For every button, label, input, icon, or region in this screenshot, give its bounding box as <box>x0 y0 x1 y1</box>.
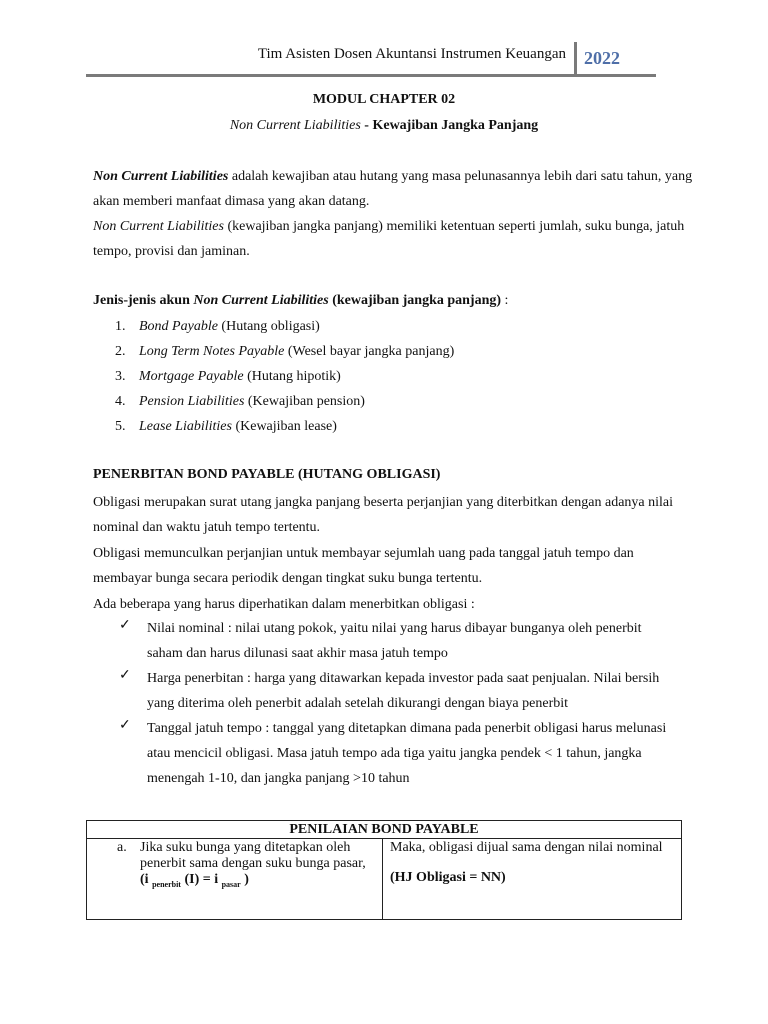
document-title: MODUL CHAPTER 02 <box>312 92 456 107</box>
list-item-term: Long Term Notes Payable <box>139 344 285 359</box>
list-item-term: Lease Liabilities <box>139 419 232 434</box>
header-year: 2022 <box>584 48 620 68</box>
list-item-desc: (Kewajiban lease) <box>231 419 337 434</box>
subtitle-rest: - Kewajiban Jangka Panjang <box>360 118 539 133</box>
checklist-item: Nilai nominal : nilai utang pokok, yaitu nilai yang harus dibayar bunganya oleh penerbit saham dan harus dilunasi saat akhir masa jatuh tempo <box>147 621 642 661</box>
intro-text-1: adalah kewajiban atau hutang yang masa pelunasannya lebih dari satu tahun, yang akan memberi manfaat dimasa yang akan datang. <box>93 169 693 209</box>
checkmark-icon: ✓ <box>119 668 131 683</box>
list-item-desc: (Wesel bayar jangka panjang) <box>284 344 455 359</box>
intro-term-2: Non Current Liabilities <box>93 219 224 234</box>
intro-text-2: (kewajiban jangka panjang) memiliki ketentuan seperti jumlah, suku bunga, jatuh tempo, provisi dan jaminan. <box>93 219 685 259</box>
list-item <box>115 314 320 339</box>
types-heading-post: (kewajiban jangka panjang) <box>328 293 502 308</box>
intro-paragraph-1 <box>93 164 693 214</box>
list-item-number: 2. <box>115 344 126 359</box>
intro-paragraph-2 <box>93 214 693 264</box>
list-item <box>115 414 337 439</box>
checklist-item: Harga penerbitan : harga yang ditawarkan kepada investor pada saat penjualan. Nilai bersih yang diterima oleh penerbit adalah setelah dikurangi dengan biaya penerbit <box>147 671 660 711</box>
table-row <box>87 839 682 920</box>
valuation-table <box>86 820 682 920</box>
list-item-number: 1. <box>115 319 126 334</box>
condition-text: Jika suku bunga yang ditetapkan oleh penerbit sama dengan suku bunga pasar, <box>140 840 366 871</box>
list-item <box>115 339 454 364</box>
bond-paragraph-2: Obligasi memunculkan perjanjian untuk membayar sejumlah uang pada tanggal jatuh tempo dan membayar bunga secara periodik dengan tingkat suku bunga tertentu. <box>93 546 634 586</box>
list-item-number: 5. <box>115 419 126 434</box>
table-cell-result <box>383 839 682 920</box>
bond-paragraph-3: Ada beberapa yang harus diperhatikan dalam menerbitkan obligasi : <box>93 597 475 612</box>
section-heading: PENERBITAN BOND PAYABLE (HUTANG OBLIGASI) <box>93 467 441 482</box>
types-heading-pre: Jenis-jenis akun <box>93 293 194 308</box>
checkmark-icon: ✓ <box>119 618 131 633</box>
intro-term-1: Non Current Liabilities <box>93 169 229 184</box>
header-title: Tim Asisten Dosen Akuntansi Instrumen Keuangan <box>257 46 566 62</box>
types-heading <box>93 291 693 311</box>
list-item-desc: (Hutang obligasi) <box>217 319 320 334</box>
result-text: Maka, obligasi dijual sama dengan nilai nominal <box>390 840 663 855</box>
condition-formula: (i $_{penerbit}$ (I) = i $_{pasar}$ ) <box>140 872 249 889</box>
header-divider <box>574 42 577 76</box>
table-cell-condition <box>87 839 383 920</box>
list-item-desc: (Hutang hipotik) <box>243 369 341 384</box>
list-item-term: Bond Payable <box>139 319 218 334</box>
result-formula: (HJ Obligasi = NN) <box>390 870 506 885</box>
row-letter: a. <box>117 840 127 855</box>
checklist-item: Tanggal jatuh tempo : tanggal yang ditetapkan dimana pada penerbit obligasi harus melunasi atau mencicil obligasi. Masa jatuh tempo ada tiga yaitu jangka pendek < 1 tahun, jangka menengah 1-10, dan jangka panjang >10 tahun <box>147 721 667 786</box>
checkmark-icon: ✓ <box>119 718 131 733</box>
bond-paragraph-1: Obligasi merupakan surat utang jangka panjang beserta perjanjian yang diterbitkan dengan adanya nilai nominal dan waktu jatuh tempo tertentu. <box>93 495 674 535</box>
list-item <box>115 364 341 389</box>
list-item <box>115 389 365 414</box>
list-item-desc: (Kewajiban pension) <box>244 394 365 409</box>
types-heading-term: Non Current Liabilities <box>193 293 329 308</box>
list-item-number: 3. <box>115 369 126 384</box>
subtitle-term: Non Current Liabilities <box>229 118 361 133</box>
header-rule <box>86 74 656 77</box>
types-heading-colon: : <box>501 293 509 308</box>
list-item-term: Mortgage Payable <box>139 369 244 384</box>
list-item-number: 4. <box>115 394 126 409</box>
document-subtitle <box>0 118 768 134</box>
table-header: PENILAIAN BOND PAYABLE <box>87 821 682 839</box>
list-item-term: Pension Liabilities <box>139 394 245 409</box>
